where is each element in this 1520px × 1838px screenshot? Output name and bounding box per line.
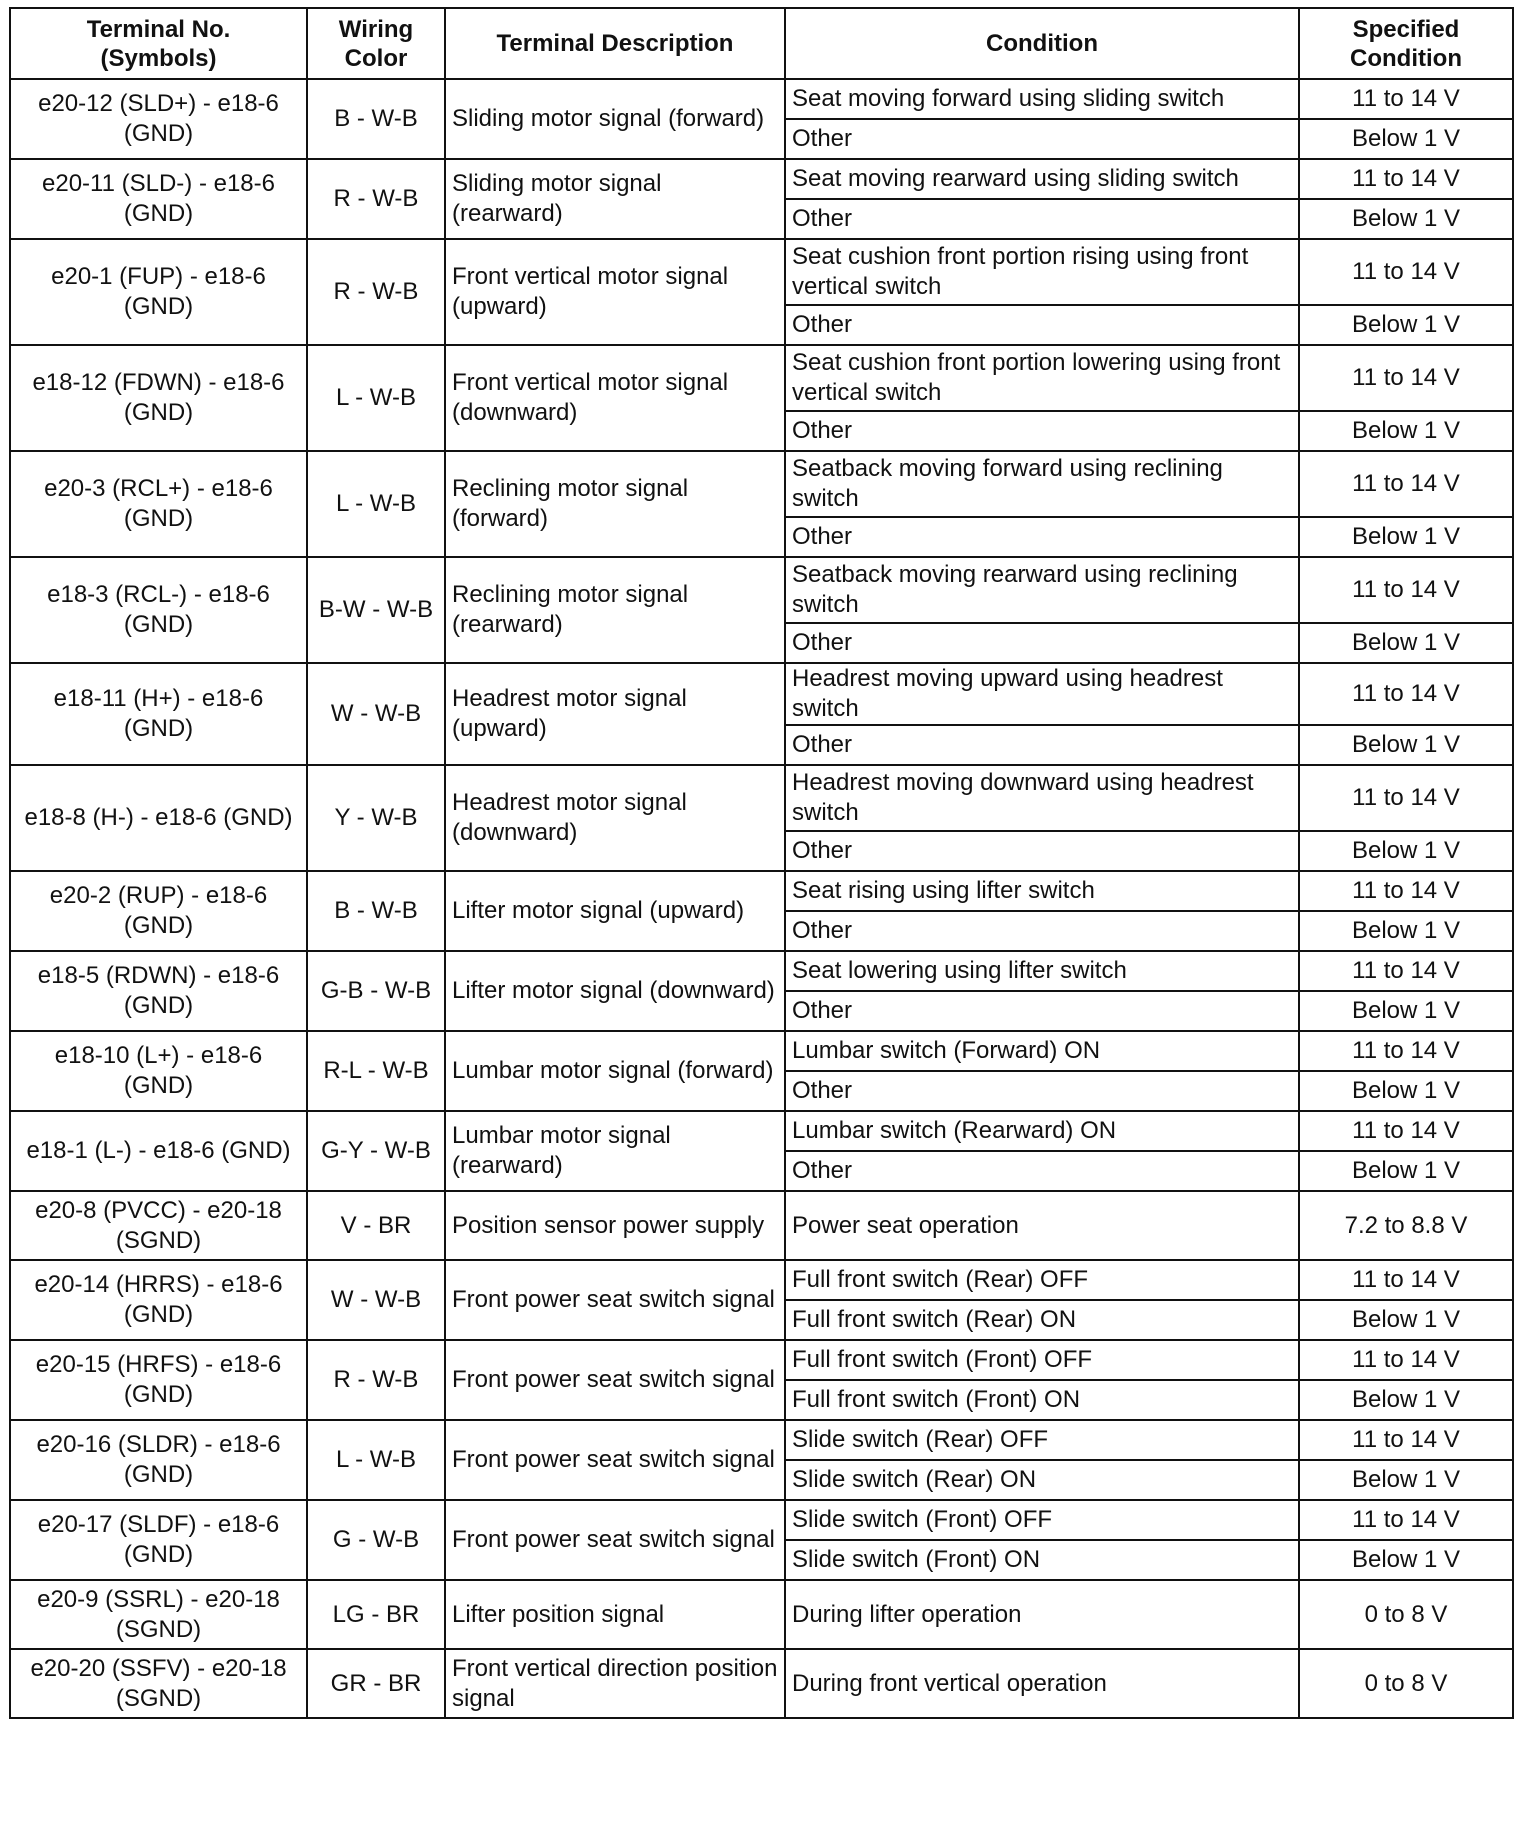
terminal-cell: e20-1 (FUP) - e18-6 (GND) [10, 239, 307, 345]
table-row [10, 1580, 1513, 1649]
condition-cell: During lifter operation [785, 1580, 1299, 1649]
specified-condition-cell: 7.2 to 8.8 V [1299, 1191, 1513, 1260]
header-wiring-color: Wiring Color [307, 8, 445, 79]
wiring-color-cell: R - W-B [307, 239, 445, 345]
wiring-color-cell: B - W-B [307, 871, 445, 951]
table-row [10, 345, 1513, 411]
condition-cell: Seatback moving rearward using reclining switch [785, 557, 1299, 623]
condition-cell: Headrest moving downward using headrest switch [785, 765, 1299, 831]
specified-condition-cell: 11 to 14 V [1299, 871, 1513, 911]
condition-cell: Other [785, 305, 1299, 345]
specified-condition-cell: 11 to 14 V [1299, 159, 1513, 199]
condition-cell: Other [785, 119, 1299, 159]
table-row [10, 1340, 1513, 1380]
table-row [10, 1420, 1513, 1460]
condition-cell: Seat lowering using lifter switch [785, 951, 1299, 991]
terminal-description-cell: Front power seat switch signal [445, 1500, 785, 1580]
specified-condition-cell: 0 to 8 V [1299, 1649, 1513, 1718]
terminal-description-cell: Front vertical motor signal (downward) [445, 345, 785, 451]
table-row [10, 951, 1513, 991]
condition-cell: Other [785, 1151, 1299, 1191]
specified-condition-cell: Below 1 V [1299, 305, 1513, 345]
wiring-color-cell: G-B - W-B [307, 951, 445, 1031]
header-terminal: Terminal No. (Symbols) [10, 8, 307, 79]
terminal-description-cell: Headrest motor signal (upward) [445, 663, 785, 765]
condition-cell: Lumbar switch (Rearward) ON [785, 1111, 1299, 1151]
terminal-cell: e20-12 (SLD+) - e18-6 (GND) [10, 79, 307, 159]
wiring-color-cell: R - W-B [307, 1340, 445, 1420]
table-body [10, 79, 1513, 1718]
table-row [10, 1111, 1513, 1151]
condition-cell: Lumbar switch (Forward) ON [785, 1031, 1299, 1071]
table-row [10, 1649, 1513, 1718]
condition-cell: Full front switch (Front) OFF [785, 1340, 1299, 1380]
wiring-color-cell: G-Y - W-B [307, 1111, 445, 1191]
terminal-cell: e18-8 (H-) - e18-6 (GND) [10, 765, 307, 871]
table-row [10, 1031, 1513, 1071]
condition-cell: During front vertical operation [785, 1649, 1299, 1718]
terminal-cell: e18-11 (H+) - e18-6 (GND) [10, 663, 307, 765]
condition-cell: Slide switch (Rear) OFF [785, 1420, 1299, 1460]
condition-cell: Full front switch (Rear) ON [785, 1300, 1299, 1340]
condition-cell: Seatback moving forward using reclining switch [785, 451, 1299, 517]
terminal-description-cell: Reclining motor signal (forward) [445, 451, 785, 557]
specified-condition-cell: 11 to 14 V [1299, 1420, 1513, 1460]
wiring-color-cell: L - W-B [307, 451, 445, 557]
header-terminal-description: Terminal Description [445, 8, 785, 79]
wiring-color-cell: R-L - W-B [307, 1031, 445, 1111]
terminal-description-cell: Reclining motor signal (rearward) [445, 557, 785, 663]
condition-cell: Full front switch (Rear) OFF [785, 1260, 1299, 1300]
terminal-cell: e20-20 (SSFV) - e20-18 (SGND) [10, 1649, 307, 1718]
terminal-description-cell: Front vertical motor signal (upward) [445, 239, 785, 345]
specified-condition-cell: Below 1 V [1299, 1460, 1513, 1500]
condition-cell: Headrest moving upward using headrest switch [785, 663, 1299, 725]
header-condition: Condition [785, 8, 1299, 79]
table-row [10, 1191, 1513, 1260]
table-row [10, 871, 1513, 911]
wiring-color-cell: V - BR [307, 1191, 445, 1260]
wiring-color-cell: GR - BR [307, 1649, 445, 1718]
terminal-cell: e20-3 (RCL+) - e18-6 (GND) [10, 451, 307, 557]
wiring-color-cell: B - W-B [307, 79, 445, 159]
header-specified-condition: Specified Condition [1299, 8, 1513, 79]
terminal-spec-table [9, 7, 1514, 1719]
terminal-cell: e20-15 (HRFS) - e18-6 (GND) [10, 1340, 307, 1420]
condition-cell: Other [785, 411, 1299, 451]
specified-condition-cell: 11 to 14 V [1299, 1260, 1513, 1300]
terminal-cell: e18-12 (FDWN) - e18-6 (GND) [10, 345, 307, 451]
table-row [10, 765, 1513, 831]
terminal-cell: e20-14 (HRRS) - e18-6 (GND) [10, 1260, 307, 1340]
terminal-cell: e20-11 (SLD-) - e18-6 (GND) [10, 159, 307, 239]
terminal-cell: e20-9 (SSRL) - e20-18 (SGND) [10, 1580, 307, 1649]
wiring-color-cell: W - W-B [307, 1260, 445, 1340]
table-row [10, 557, 1513, 623]
specified-condition-cell: 11 to 14 V [1299, 1340, 1513, 1380]
terminal-description-cell: Lifter motor signal (upward) [445, 871, 785, 951]
wiring-color-cell: R - W-B [307, 159, 445, 239]
condition-cell: Seat rising using lifter switch [785, 871, 1299, 911]
wiring-color-cell: L - W-B [307, 1420, 445, 1500]
table-row [10, 1500, 1513, 1540]
specified-condition-cell: 11 to 14 V [1299, 239, 1513, 305]
specified-condition-cell: 11 to 14 V [1299, 79, 1513, 119]
terminal-cell: e18-10 (L+) - e18-6 (GND) [10, 1031, 307, 1111]
terminal-description-cell: Lumbar motor signal (rearward) [445, 1111, 785, 1191]
terminal-cell: e18-1 (L-) - e18-6 (GND) [10, 1111, 307, 1191]
terminal-description-cell: Lumbar motor signal (forward) [445, 1031, 785, 1111]
condition-cell: Seat cushion front portion rising using front vertical switch [785, 239, 1299, 305]
condition-cell: Other [785, 623, 1299, 663]
specified-condition-cell: 11 to 14 V [1299, 345, 1513, 411]
terminal-description-cell: Sliding motor signal (rearward) [445, 159, 785, 239]
condition-cell: Other [785, 199, 1299, 239]
table-row [10, 451, 1513, 517]
terminal-cell: e20-8 (PVCC) - e20-18 (SGND) [10, 1191, 307, 1260]
specified-condition-cell: Below 1 V [1299, 831, 1513, 871]
terminal-description-cell: Headrest motor signal (downward) [445, 765, 785, 871]
specified-condition-cell: 11 to 14 V [1299, 1031, 1513, 1071]
specified-condition-cell: Below 1 V [1299, 1151, 1513, 1191]
specified-condition-cell: Below 1 V [1299, 119, 1513, 159]
condition-cell: Seat cushion front portion lowering using front vertical switch [785, 345, 1299, 411]
table-row [10, 1260, 1513, 1300]
specified-condition-cell: 11 to 14 V [1299, 1111, 1513, 1151]
specified-condition-cell: Below 1 V [1299, 1300, 1513, 1340]
terminal-description-cell: Front vertical direction position signal [445, 1649, 785, 1718]
specified-condition-cell: Below 1 V [1299, 1071, 1513, 1111]
table-header-row [10, 8, 1513, 79]
wiring-color-cell: W - W-B [307, 663, 445, 765]
wiring-color-cell: LG - BR [307, 1580, 445, 1649]
terminal-cell: e18-5 (RDWN) - e18-6 (GND) [10, 951, 307, 1031]
specified-condition-cell: 0 to 8 V [1299, 1580, 1513, 1649]
table-row [10, 159, 1513, 199]
terminal-description-cell: Front power seat switch signal [445, 1340, 785, 1420]
specified-condition-cell: Below 1 V [1299, 1380, 1513, 1420]
specified-condition-cell: 11 to 14 V [1299, 1500, 1513, 1540]
table-row [10, 79, 1513, 119]
terminal-cell: e20-2 (RUP) - e18-6 (GND) [10, 871, 307, 951]
specified-condition-cell: Below 1 V [1299, 517, 1513, 557]
specified-condition-cell: 11 to 14 V [1299, 765, 1513, 831]
condition-cell: Slide switch (Front) ON [785, 1540, 1299, 1580]
condition-cell: Full front switch (Front) ON [785, 1380, 1299, 1420]
condition-cell: Power seat operation [785, 1191, 1299, 1260]
condition-cell: Other [785, 1071, 1299, 1111]
terminal-description-cell: Front power seat switch signal [445, 1260, 785, 1340]
condition-cell: Other [785, 831, 1299, 871]
specified-condition-cell: Below 1 V [1299, 623, 1513, 663]
table-row [10, 663, 1513, 725]
terminal-description-cell: Position sensor power supply [445, 1191, 785, 1260]
specified-condition-cell: 11 to 14 V [1299, 663, 1513, 725]
condition-cell: Other [785, 991, 1299, 1031]
terminal-description-cell: Lifter motor signal (downward) [445, 951, 785, 1031]
specified-condition-cell: 11 to 14 V [1299, 451, 1513, 517]
specified-condition-cell: Below 1 V [1299, 411, 1513, 451]
wiring-color-cell: G - W-B [307, 1500, 445, 1580]
wiring-color-cell: L - W-B [307, 345, 445, 451]
specified-condition-cell: 11 to 14 V [1299, 557, 1513, 623]
condition-cell: Other [785, 725, 1299, 765]
terminal-cell: e18-3 (RCL-) - e18-6 (GND) [10, 557, 307, 663]
condition-cell: Other [785, 517, 1299, 557]
terminal-description-cell: Lifter position signal [445, 1580, 785, 1649]
condition-cell: Seat moving rearward using sliding switch [785, 159, 1299, 199]
condition-cell: Slide switch (Front) OFF [785, 1500, 1299, 1540]
terminal-cell: e20-16 (SLDR) - e18-6 (GND) [10, 1420, 307, 1500]
specified-condition-cell: Below 1 V [1299, 991, 1513, 1031]
wiring-color-cell: B-W - W-B [307, 557, 445, 663]
condition-cell: Seat moving forward using sliding switch [785, 79, 1299, 119]
terminal-description-cell: Front power seat switch signal [445, 1420, 785, 1500]
specified-condition-cell: Below 1 V [1299, 1540, 1513, 1580]
condition-cell: Slide switch (Rear) ON [785, 1460, 1299, 1500]
condition-cell: Other [785, 911, 1299, 951]
table-row [10, 239, 1513, 305]
terminal-description-cell: Sliding motor signal (forward) [445, 79, 785, 159]
specified-condition-cell: Below 1 V [1299, 911, 1513, 951]
specified-condition-cell: 11 to 14 V [1299, 951, 1513, 991]
specified-condition-cell: Below 1 V [1299, 725, 1513, 765]
terminal-cell: e20-17 (SLDF) - e18-6 (GND) [10, 1500, 307, 1580]
wiring-color-cell: Y - W-B [307, 765, 445, 871]
specified-condition-cell: Below 1 V [1299, 199, 1513, 239]
